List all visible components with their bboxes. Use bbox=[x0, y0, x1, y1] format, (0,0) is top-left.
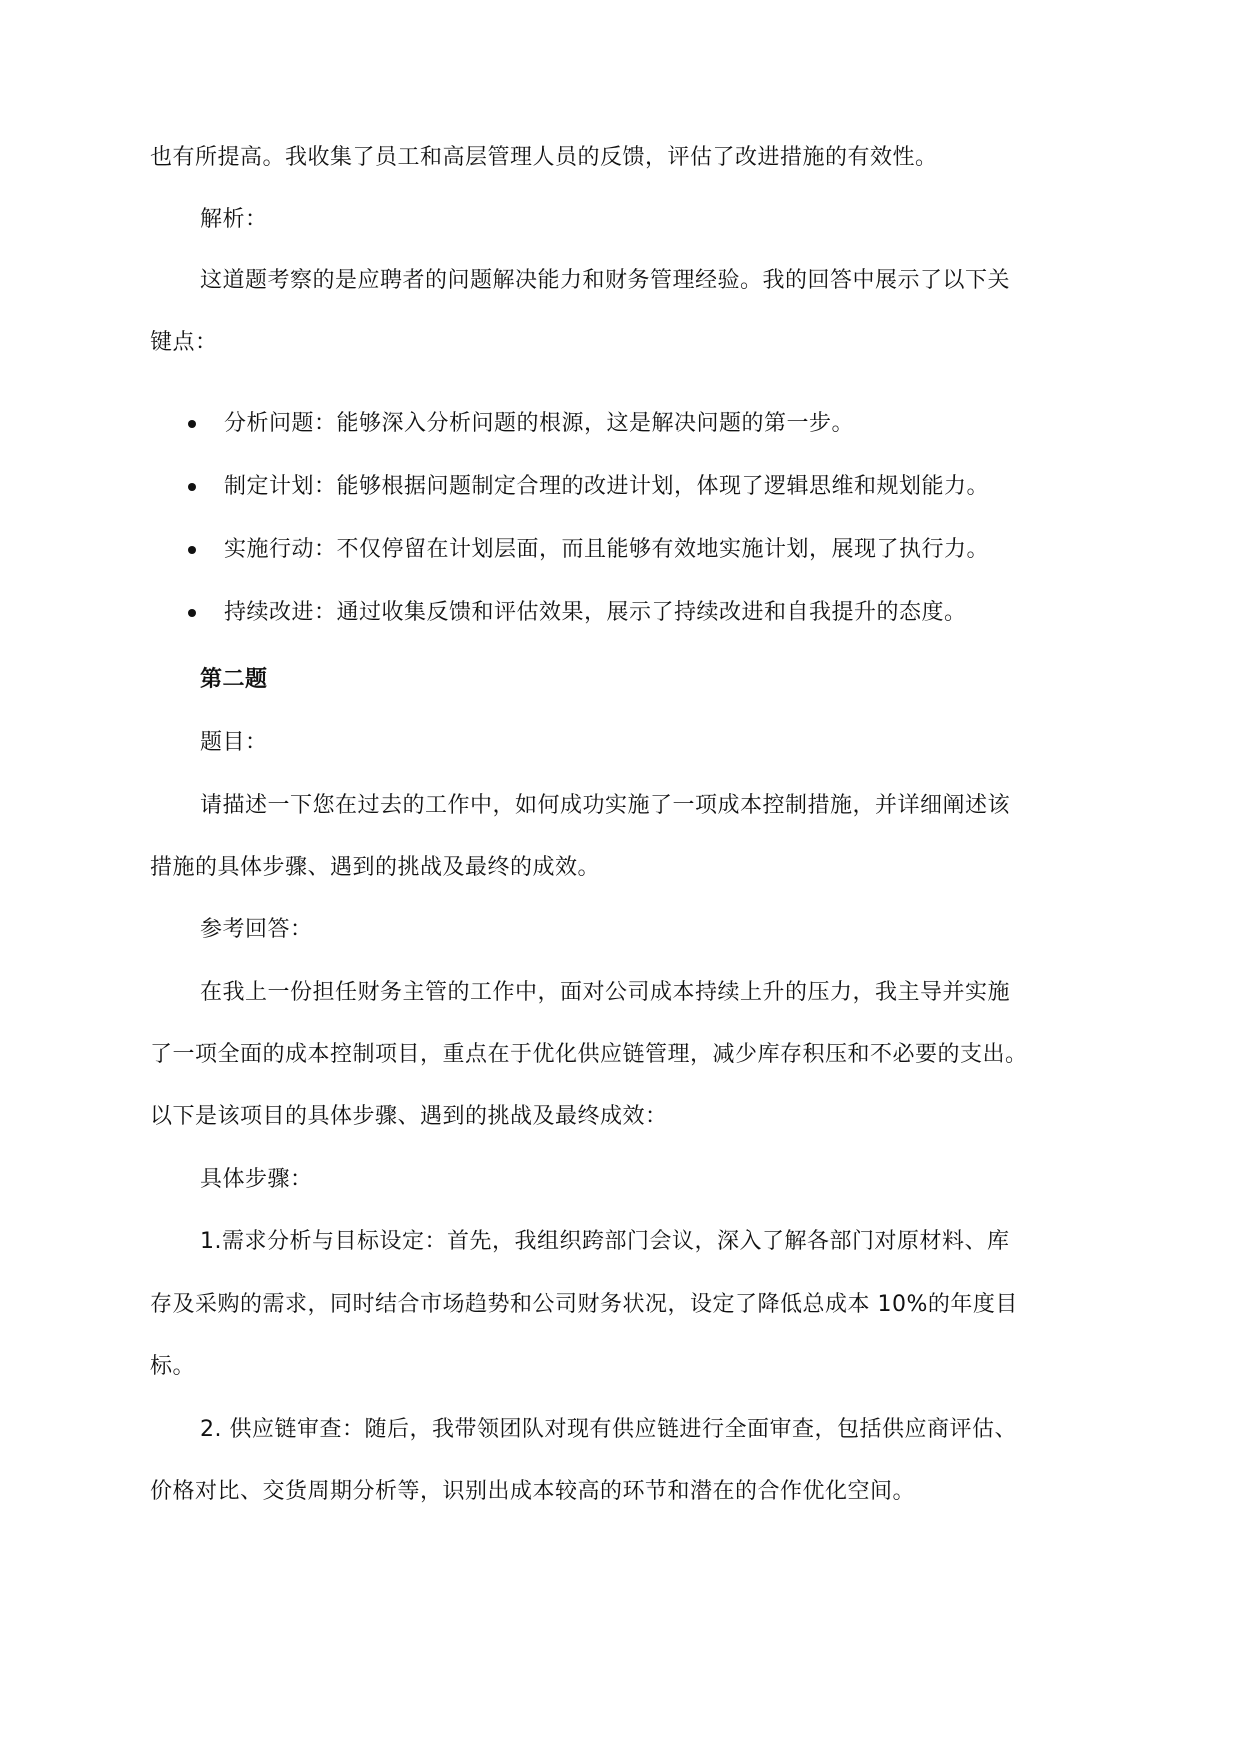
paragraph-line: 也有所提高。我收集了员工和高层管理人员的反馈，评估了改进措施的有效性。 bbox=[150, 145, 938, 170]
paragraph-line: 标。 bbox=[150, 1354, 196, 1379]
section-heading: 第二题 bbox=[200, 667, 268, 692]
paragraph-line: 了一项全面的成本控制项目，重点在于优化供应链管理，减少库存积压和不必要的支出。 bbox=[150, 1042, 1028, 1067]
paragraph-line: 存及采购的需求，同时结合市场趋势和公司财务状况，设定了降低总成本 10%的年度目 bbox=[150, 1292, 1018, 1317]
bullet-icon bbox=[188, 420, 196, 428]
paragraph-line: 2. 供应链审查：随后，我带领团队对现有供应链进行全面审查，包括供应商评估、 bbox=[200, 1417, 1017, 1442]
paragraph-line: 请描述一下您在过去的工作中，如何成功实施了一项成本控制措施，并详细阐述该 bbox=[200, 793, 1011, 818]
paragraph-line: 价格对比、交货周期分析等，识别出成本较高的环节和潜在的合作优化空间。 bbox=[150, 1479, 916, 1504]
paragraph-line: 在我上一份担任财务主管的工作中，面对公司成本持续上升的压力，我主导并实施 bbox=[200, 980, 1011, 1005]
question-label: 题目： bbox=[200, 730, 268, 755]
answer-label: 参考回答： bbox=[200, 917, 313, 942]
analysis-label: 解析： bbox=[200, 207, 268, 232]
bullet-icon bbox=[188, 483, 196, 491]
paragraph-line: 以下是该项目的具体步骤、遇到的挑战及最终成效： bbox=[150, 1104, 668, 1129]
bullet-icon bbox=[188, 609, 196, 617]
bullet-item: 持续改进：通过收集反馈和评估效果，展示了持续改进和自我提升的态度。 bbox=[224, 600, 967, 625]
paragraph-line: 键点： bbox=[150, 330, 218, 355]
bullet-icon bbox=[188, 546, 196, 554]
paragraph-line: 1.需求分析与目标设定：首先，我组织跨部门会议，深入了解各部门对原材料、库 bbox=[200, 1229, 1010, 1254]
bullet-item: 实施行动：不仅停留在计划层面，而且能够有效地实施计划，展现了执行力。 bbox=[224, 537, 990, 562]
bullet-item: 制定计划：能够根据问题制定合理的改进计划，体现了逻辑思维和规划能力。 bbox=[224, 474, 990, 499]
steps-label: 具体步骤： bbox=[200, 1167, 313, 1192]
bullet-item: 分析问题：能够深入分析问题的根源，这是解决问题的第一步。 bbox=[224, 411, 855, 436]
paragraph-line: 措施的具体步骤、遇到的挑战及最终的成效。 bbox=[150, 855, 601, 880]
paragraph-line: 这道题考察的是应聘者的问题解决能力和财务管理经验。我的回答中展示了以下关 bbox=[200, 268, 1011, 293]
